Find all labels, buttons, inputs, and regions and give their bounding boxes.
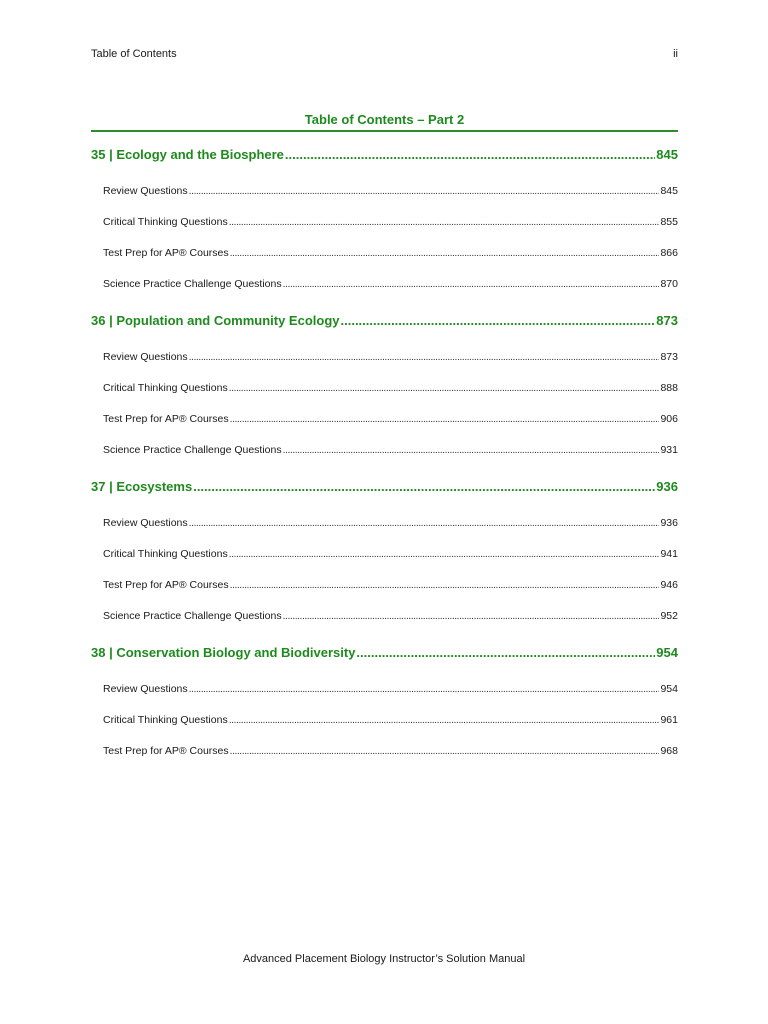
toc-section-title: Science Practice Challenge Questions: [103, 278, 282, 290]
dot-leader: [230, 570, 660, 601]
dot-leader: [283, 601, 660, 632]
toc-chapter-entry[interactable]: [91, 134, 678, 176]
toc-section-entry[interactable]: [91, 601, 678, 632]
toc-section-page: 954: [660, 683, 678, 695]
toc-chapter-title: 38 | Conservation Biology and Biodiversity: [91, 645, 356, 660]
toc-section-page: 873: [660, 351, 678, 363]
toc-section-page: 941: [660, 548, 678, 560]
toc-section-entry[interactable]: [91, 176, 678, 207]
toc-section-title: Test Prep for AP® Courses: [103, 745, 229, 757]
dot-leader: [230, 404, 660, 435]
toc-section-page: 855: [660, 216, 678, 228]
toc-chapter: [91, 300, 678, 466]
toc-chapter-page: 954: [656, 645, 678, 660]
dot-leader: [189, 508, 660, 539]
toc-section-entry[interactable]: [91, 342, 678, 373]
toc-section-page: 936: [660, 517, 678, 529]
dot-leader: [356, 632, 655, 674]
toc-section-entry[interactable]: [91, 269, 678, 300]
toc-section-entry[interactable]: [91, 539, 678, 570]
toc-section-page: 866: [660, 247, 678, 259]
toc-section-entry[interactable]: [91, 238, 678, 269]
toc-section-entry[interactable]: [91, 207, 678, 238]
toc-chapter: [91, 134, 678, 300]
dot-leader: [229, 539, 660, 570]
toc-section-page: 906: [660, 413, 678, 425]
toc-section-title: Test Prep for AP® Courses: [103, 247, 229, 259]
toc-section-page: 946: [660, 579, 678, 591]
toc-section-title: Review Questions: [103, 185, 188, 197]
toc-section-entry[interactable]: [91, 705, 678, 736]
toc-section-title: Science Practice Challenge Questions: [103, 610, 282, 622]
toc-section-entry[interactable]: [91, 435, 678, 466]
toc-chapter-entry[interactable]: [91, 300, 678, 342]
toc-section-title: Test Prep for AP® Courses: [103, 579, 229, 591]
toc-section-page: 888: [660, 382, 678, 394]
dot-leader: [230, 238, 660, 269]
toc-section-title: Critical Thinking Questions: [103, 382, 228, 394]
toc-section-entry[interactable]: [91, 373, 678, 404]
toc-section-page: 968: [660, 745, 678, 757]
toc-section-page: 870: [660, 278, 678, 290]
toc-section-title: Critical Thinking Questions: [103, 714, 228, 726]
header-page-number: ii: [673, 48, 678, 60]
dot-leader: [193, 466, 655, 508]
dot-leader: [229, 207, 660, 238]
dot-leader: [229, 373, 660, 404]
toc-chapter-page: 845: [656, 147, 678, 162]
toc-chapter-title: 37 | Ecosystems: [91, 479, 193, 494]
toc-chapter-title: 35 | Ecology and the Biosphere: [91, 147, 284, 162]
toc-chapter: [91, 466, 678, 632]
dot-leader: [189, 674, 660, 705]
page-title: Table of Contents – Part 2: [304, 112, 465, 127]
dot-leader: [229, 705, 660, 736]
dot-leader: [341, 300, 656, 342]
toc-section-page: 845: [660, 185, 678, 197]
toc-chapter-page: 873: [656, 313, 678, 328]
toc-section-title: Science Practice Challenge Questions: [103, 444, 282, 456]
dot-leader: [283, 435, 660, 466]
dot-leader: [283, 269, 660, 300]
toc-section-entry[interactable]: [91, 736, 678, 767]
title-divider: [91, 130, 678, 132]
toc-section-entry[interactable]: [91, 508, 678, 539]
toc-section-entry[interactable]: [91, 570, 678, 601]
toc-section-title: Review Questions: [103, 517, 188, 529]
toc-chapter-entry[interactable]: [91, 466, 678, 508]
toc-chapter-title: 36 | Population and Community Ecology: [91, 313, 340, 328]
toc-section-page: 961: [660, 714, 678, 726]
running-footer: Advanced Placement Biology Instructor’s Solution Manual: [242, 953, 526, 965]
dot-leader: [189, 342, 660, 373]
header-section-title: Table of Contents: [91, 48, 177, 60]
toc-section-page: 931: [660, 444, 678, 456]
toc-section-title: Critical Thinking Questions: [103, 548, 228, 560]
running-header: [91, 47, 678, 61]
toc-chapter: [91, 632, 678, 767]
toc-section-page: 952: [660, 610, 678, 622]
toc-section-entry[interactable]: [91, 674, 678, 705]
toc-list: [91, 134, 678, 767]
toc-section-title: Review Questions: [103, 351, 188, 363]
toc-section-title: Critical Thinking Questions: [103, 216, 228, 228]
toc-section-entry[interactable]: [91, 404, 678, 435]
toc-chapter-page: 936: [656, 479, 678, 494]
toc-section-title: Review Questions: [103, 683, 188, 695]
dot-leader: [230, 736, 660, 767]
toc-section-title: Test Prep for AP® Courses: [103, 413, 229, 425]
dot-leader: [285, 134, 655, 176]
toc-chapter-entry[interactable]: [91, 632, 678, 674]
dot-leader: [189, 176, 660, 207]
